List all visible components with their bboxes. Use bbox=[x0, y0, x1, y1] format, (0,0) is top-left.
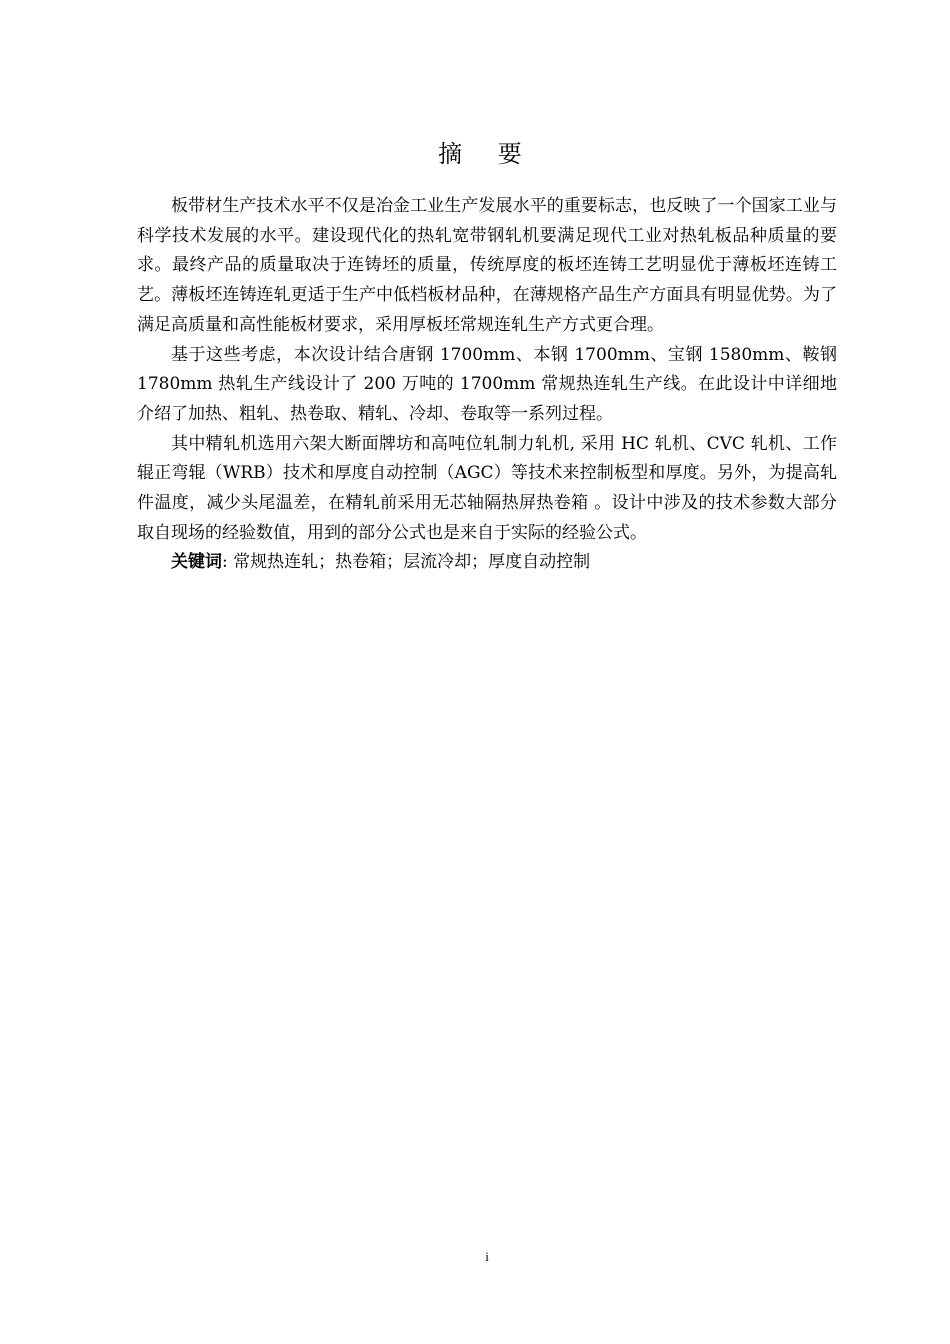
abstract-paragraph-2: 基于这些考虑，本次设计结合唐钢 1700mm、本钢 1700mm、宝钢 1580mm、鞍钢 1780mm 热轧生产线设计了 200 万吨的 1700mm 常规热连轧生产线。在此设计中详细地介绍了加热、粗轧、热卷取、精轧、冷却、卷取等一系列过程。 bbox=[137, 344, 837, 424]
keywords-text: 常规热连轧；热卷箱；层流冷却；厚度自动控制 bbox=[227, 552, 591, 573]
page-number: i bbox=[485, 1249, 489, 1264]
keywords-label: 关键词 bbox=[171, 552, 222, 573]
abstract-paragraph-1: 板带材生产技术水平不仅是冶金工业生产发展水平的重要标志，也反映了一个国家工业与科学技术发展的水平。建设现代化的热轧宽带钢轧机要满足现代工业对热轧板品种质量的要求。最终产品的质量取决于连铸坯的质量，传统厚度的板坯连铸工艺明显优于薄板坯连铸工艺。薄板坯连铸连轧更适于生产中低档板材品种，在薄规格产品生产方面具有明显优势。为了满足高质量和高性能板材要求，采用厚板坯常规连轧生产方式更合理。 bbox=[137, 196, 837, 335]
keywords-line bbox=[137, 548, 837, 578]
keywords-separator: : bbox=[222, 552, 228, 573]
page-title: 摘 要 bbox=[438, 140, 536, 168]
abstract-paragraph-3: 其中精轧机选用六架大断面牌坊和高吨位轧制力轧机, 采用 HC 轧机、CVC 轧机、工作辊正弯辊（WRB）技术和厚度自动控制（AGC）等技术来控制板型和厚度。另外，为提高轧件温度，减少头尾温差，在精轧前采用无芯轴隔热屏热卷箱 。设计中涉及的技术参数大部分取自现场的经验数值，用到的部分公式也是来自于实际的经验公式。 bbox=[137, 433, 837, 543]
abstract-body bbox=[137, 192, 837, 578]
